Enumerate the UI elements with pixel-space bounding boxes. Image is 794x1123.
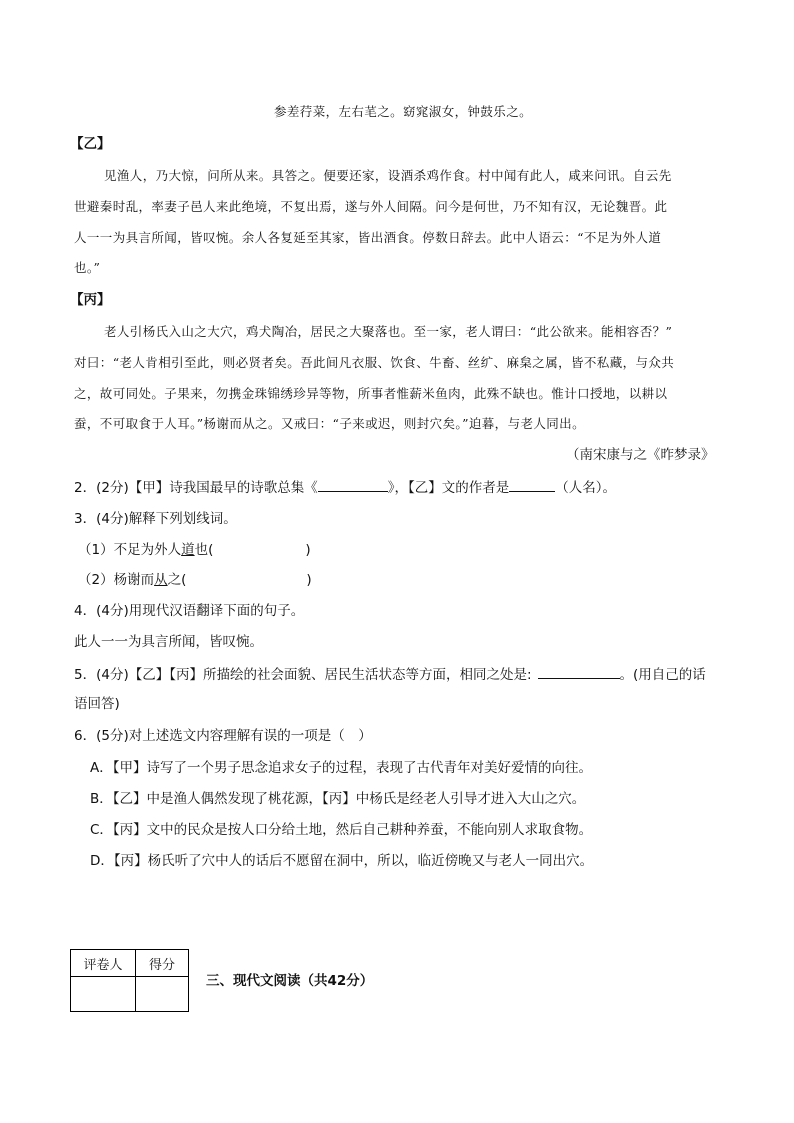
q5-answer-blank[interactable] — [538, 664, 620, 679]
q3-item1-post: 也( — [194, 542, 214, 558]
question-6-stem: 6．(5分)对上述选文内容理解有误的一项是（ ） — [74, 728, 372, 744]
score-table-score-cell[interactable] — [136, 977, 189, 1012]
yi-line: 人一一为具言所闻，皆叹惋。余人各复延至其家，皆出酒食。停数日辞去。此中人语云：“不足为外人道 — [74, 230, 662, 245]
question-3-item-2 — [78, 570, 312, 590]
bing-line: 蚕，不可取食于人耳。”杨谢而从之。又戒曰：“子来或迟，则封穴矣。”迫暮，与老人同出。 — [74, 416, 585, 431]
q5-line1-pre: 5．(4分)【乙】【丙】所描绘的社会面貌、居民生活状态等方面，相同之处是: — [74, 667, 532, 683]
yi-line: 见渔人，乃大惊，问所从来。具答之。便要还家，设酒杀鸡作食。村中闻有此人，咸来问讯。自云先 — [104, 168, 672, 183]
q2-answer-blank-2[interactable] — [509, 477, 555, 492]
score-table-header-grader: 评卷人 — [71, 950, 136, 977]
q3-item2-word: 从 — [154, 572, 168, 588]
score-table-grader-cell[interactable] — [71, 977, 136, 1012]
section-3-title: 三、现代文阅读（共42分） — [206, 973, 374, 989]
question-3-item-1 — [78, 540, 311, 560]
score-table-header-score: 得分 — [136, 950, 189, 977]
q3-item1-close: ) — [305, 542, 311, 558]
question-5 — [74, 664, 706, 685]
q6-option-a[interactable]: A．【甲】诗写了一个男子思念追求女子的过程，表现了古代青年对美好爱情的向往。 — [90, 760, 592, 776]
q2-suffix: （人名）。 — [555, 480, 616, 496]
q5-line1-post: 。(用自己的话 — [619, 667, 706, 683]
bing-line: 对曰：“老人肯相引至此，则必贤者矣。吾此间凡衣服、饮食、牛畜、丝纩、麻枲之属，皆不私藏，与众共 — [74, 355, 675, 370]
poem-line: 参差荇菜，左右芼之。窈窕淑女，钟鼓乐之。 — [274, 104, 533, 119]
question-4-stem: 4．(4分)用现代汉语翻译下面的句子。 — [74, 603, 305, 619]
q3-item1-pre: （1）不足为外人 — [78, 542, 182, 558]
q3-item2-post: 之( — [167, 572, 187, 588]
question-4-sentence: 此人一一为具言所闻，皆叹惋。 — [74, 634, 263, 650]
q6-option-d[interactable]: D．【丙】杨氏听了穴中人的话后不愿留在洞中，所以，临近傍晚又与老人一同出穴。 — [90, 853, 594, 869]
q2-prefix: 2．(2分)【甲】诗我国最早的诗歌总集《 — [74, 480, 318, 496]
q3-item2-pre: （2）杨谢而 — [78, 572, 155, 588]
q6-option-b[interactable]: B．【乙】中是渔人偶然发现了桃花源，【丙】中杨氏是经老人引导才进入大山之穴。 — [90, 791, 586, 807]
bing-source: （南宋康与之《昨梦录》 — [566, 447, 715, 463]
yi-line: 也。” — [74, 260, 101, 275]
q3-item1-word: 道 — [181, 542, 195, 558]
q3-item2-close: ) — [306, 572, 312, 588]
question-2 — [74, 477, 616, 498]
q6-option-c[interactable]: C．【丙】文中的民众是按人口分给土地，然后自己耕种养蚕，不能向别人求取食物。 — [90, 822, 593, 838]
bing-heading: 【丙】 — [70, 292, 111, 308]
question-3-stem: 3．(4分)解释下列划线词。 — [74, 511, 237, 527]
yi-line: 世避秦时乱，率妻子邑人来此绝境，不复出焉，遂与外人间隔。问今是何世，乃不知有汉，无论魏晋。此 — [74, 199, 668, 214]
yi-heading: 【乙】 — [70, 136, 111, 152]
bing-line: 之，故可同处。子果来，勿携金珠锦绣珍异等物，所事者惟薪米鱼肉，此殊不缺也。惟计口授地，以耕以 — [74, 386, 668, 401]
q2-answer-blank-1[interactable] — [318, 477, 388, 492]
score-table — [70, 949, 189, 1012]
bing-line: 老人引杨氏入山之大穴，鸡犬陶冶，居民之大聚落也。至一家，老人谓曰：“此公欲来。能相容否？” — [104, 324, 673, 339]
q2-mid: 》，【乙】文的作者是 — [387, 480, 510, 496]
question-5-line-2: 语回答) — [74, 696, 120, 712]
